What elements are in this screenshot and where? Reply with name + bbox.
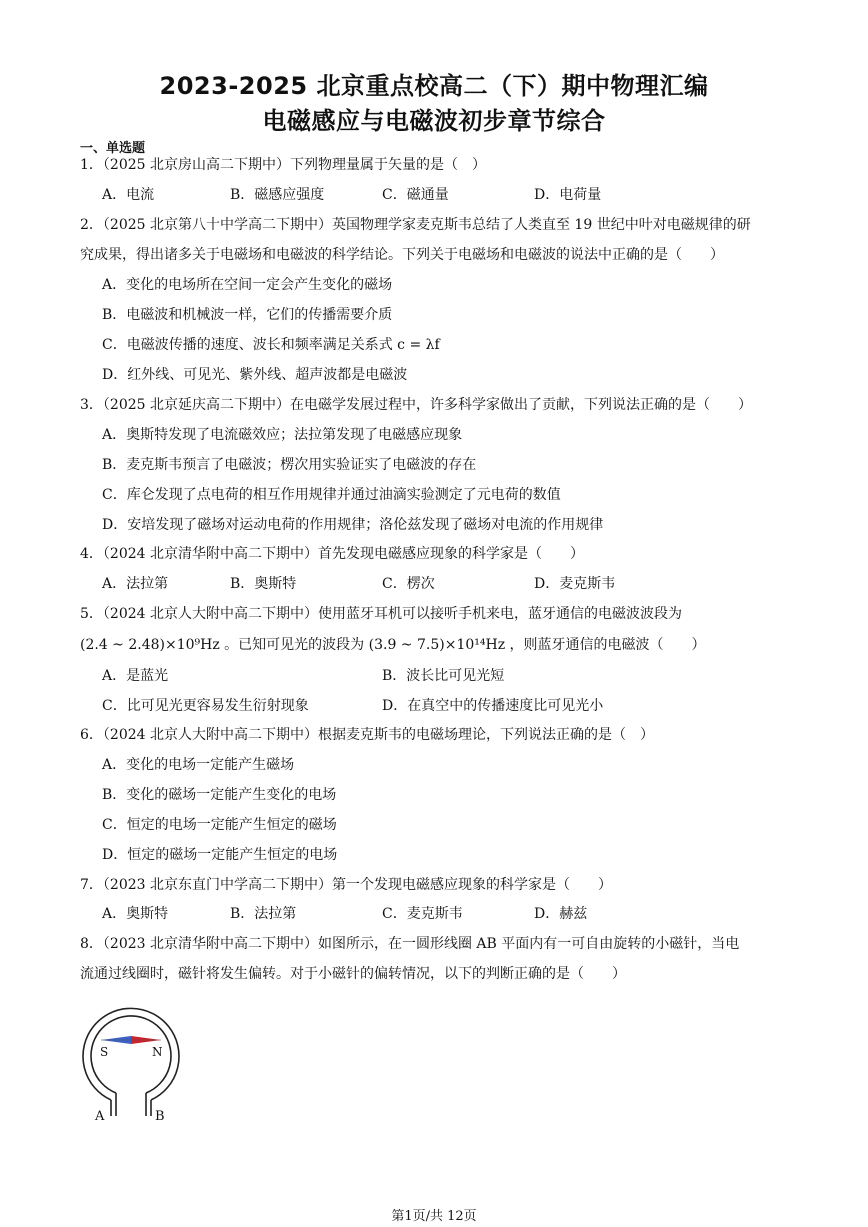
question-2-option-d: D．红外线、可见光、紫外线、超声波都是电磁波 [102,367,408,383]
option-a: A．是蓝光 [102,668,169,684]
question-1-options [102,185,802,205]
option-b: B．磁感应强度 [230,187,325,203]
lead-label-b: B [155,1109,165,1122]
question-4-stem: 4．（2024 北京清华附中高二下期中）首先发现电磁感应现象的科学家是（ ） [80,546,584,562]
document-title-line-1: 2023-2025 北京重点校高二（下）期中物理汇编 [159,72,709,100]
question-2-option-a: A．变化的电场所在空间一定会产生变化的磁场 [102,277,393,293]
question-3-stem: 3．（2025 北京延庆高二下期中）在电磁学发展过程中，许多科学家做出了贡献，下列说法正确的是（ ） [80,397,752,413]
question-5-stem-line-2: (2.4 ~ 2.48)×10⁹Hz 。已知可见光的波段为 (3.9 ~ 7.5)×10¹⁴Hz ，则蓝牙通信的电磁波（ ） [80,637,706,653]
question-8-stem-line-1: 8．（2023 北京清华附中高二下期中）如图所示，在一圆形线圈 AB 平面内有一可自由旋转的小磁针，当电 [80,936,740,952]
option-b: B．波长比可见光短 [382,668,505,684]
question-1-stem: 1．（2025 北京房山高二下期中）下列物理量属于矢量的是（ ） [80,157,486,173]
question-2-option-c: C．电磁波传播的速度、波长和频率满足关系式 c = λf [102,337,440,353]
option-d: D．在真空中的传播速度比可见光小 [382,698,604,714]
question-6-option-d: D．恒定的磁场一定能产生恒定的电场 [102,847,338,863]
question-7-options [102,904,802,924]
page-footer: 第1页/共 12页 [391,1209,477,1224]
question-8-stem-line-2: 流通过线圈时，磁针将发生偏转。对于小磁针的偏转情况，以下的判断正确的是（ ） [80,966,626,982]
option-d: D．麦克斯韦 [534,576,616,592]
question-3-option-d: D．安培发现了磁场对运动电荷的作用规律；洛伦兹发现了磁场对电流的作用规律 [102,517,604,533]
option-c: C．楞次 [382,576,435,592]
question-6-option-a: A．变化的电场一定能产生磁场 [102,757,295,773]
needle-label-s: S [100,1045,109,1059]
question-5-options-row-1 [102,666,802,686]
question-3-option-c: C．库仑发现了点电荷的相互作用规律并通过油滴实验测定了元电荷的数值 [102,487,561,503]
coil-compass-figure [78,1000,188,1122]
question-6-option-c: C．恒定的电场一定能产生恒定的磁场 [102,817,337,833]
option-c: C．磁通量 [382,187,449,203]
question-6-option-b: B．变化的磁场一定能产生变化的电场 [102,787,337,803]
section-heading: 一、单选题 [80,141,146,156]
document-title-line-2: 电磁感应与电磁波初步章节综合 [262,107,606,135]
option-d: D．赫兹 [534,906,588,922]
option-c: C．麦克斯韦 [382,906,463,922]
option-a: A．奥斯特 [102,906,169,922]
question-3-option-a: A．奥斯特发现了电流磁效应；法拉第发现了电磁感应现象 [102,427,463,443]
needle-label-n: N [152,1045,163,1059]
option-b: B．法拉第 [230,906,297,922]
question-3-option-b: B．麦克斯韦预言了电磁波；楞次用实验证实了电磁波的存在 [102,457,477,473]
option-b: B．奥斯特 [230,576,297,592]
option-a: A．法拉第 [102,576,169,592]
option-c: C．比可见光更容易发生衍射现象 [102,698,309,714]
question-2-stem-line-2: 究成果，得出诸多关于电磁场和电磁波的科学结论。下列关于电磁场和电磁波的说法中正确的是（ ） [80,247,724,263]
question-5-options-row-2 [102,696,802,716]
option-a: A．电流 [102,187,155,203]
lead-label-a: A [95,1109,105,1122]
coil-outer-ring [83,1008,179,1100]
question-5-stem-line-1: 5．（2024 北京人大附中高二下期中）使用蓝牙耳机可以接听手机来电，蓝牙通信的电磁波波段为 [80,606,682,622]
question-7-stem: 7．（2023 北京东直门中学高二下期中）第一个发现电磁感应现象的科学家是（ ） [80,877,612,893]
question-2-stem-line-1: 2．（2025 北京第八十中学高二下期中）英国物理学家麦克斯韦总结了人类直至 19 世纪中叶对电磁规律的研 [80,217,751,233]
question-6-stem: 6．（2024 北京人大附中高二下期中）根据麦克斯韦的电磁场理论，下列说法正确的是（ ） [80,727,654,743]
option-d: D．电荷量 [534,187,602,203]
question-2-option-b: B．电磁波和机械波一样，它们的传播需要介质 [102,307,393,323]
question-4-options [102,574,802,594]
